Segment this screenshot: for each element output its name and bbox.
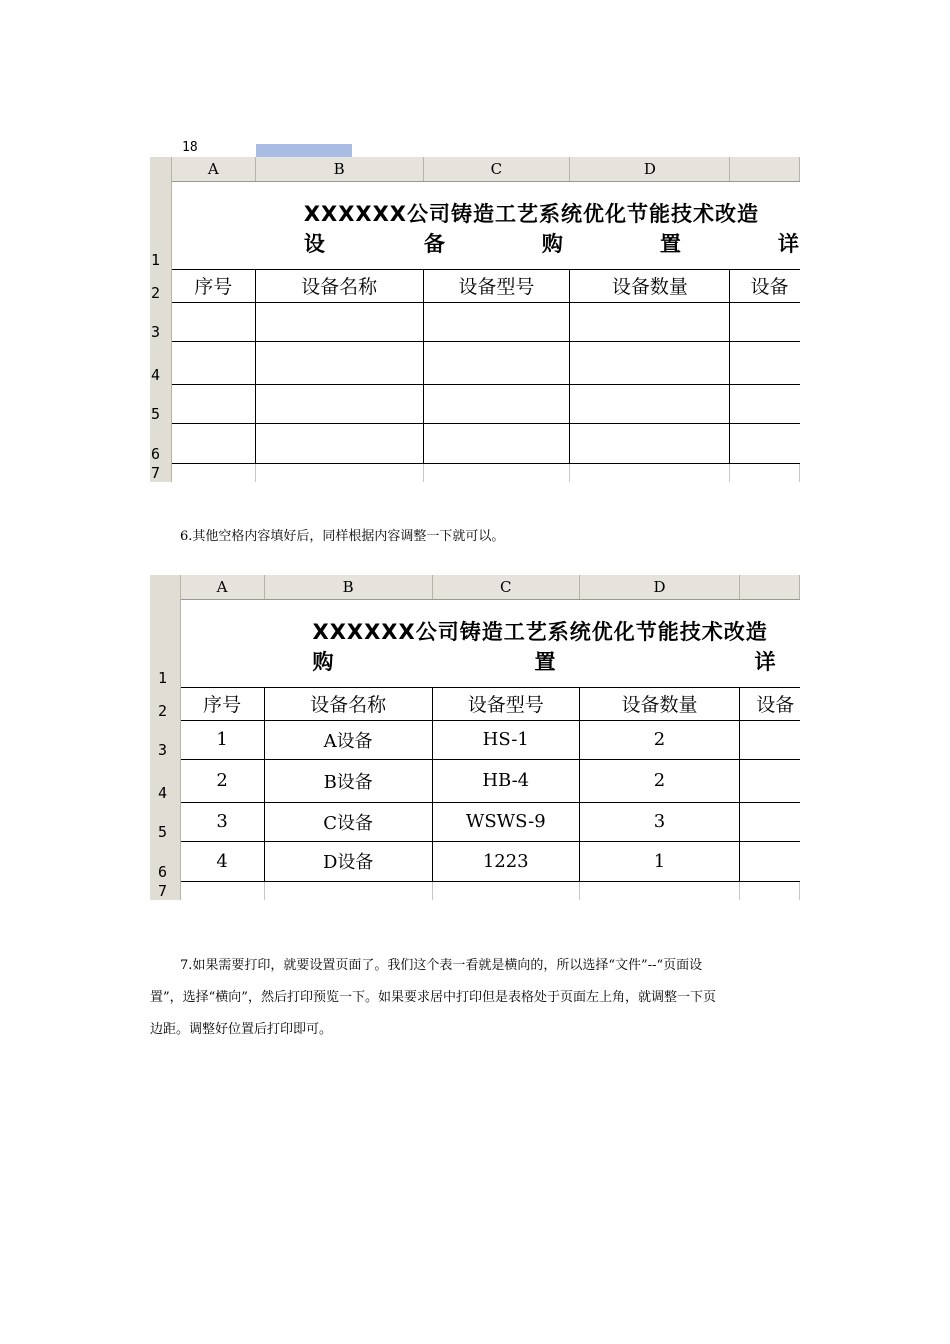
table-row <box>150 384 800 423</box>
table-subtitle <box>313 646 800 676</box>
row-header-3[interactable]: 3 <box>150 720 180 759</box>
data-cell[interactable] <box>740 841 800 881</box>
data-cell[interactable] <box>740 881 800 900</box>
header-cell-index[interactable]: 序号 <box>171 269 255 302</box>
table-row <box>150 759 800 802</box>
data-cell[interactable] <box>730 384 800 423</box>
subtitle-char-5: 详 <box>777 231 799 256</box>
title-cell[interactable] <box>180 599 799 687</box>
spreadsheet-screenshot-filled <box>150 575 800 900</box>
column-header-a[interactable]: A <box>171 157 255 181</box>
data-cell[interactable]: 1223 <box>432 841 579 881</box>
title-cell[interactable] <box>171 181 799 269</box>
select-all-corner[interactable] <box>150 575 180 599</box>
data-cell[interactable]: 2 <box>579 759 739 802</box>
subtitle-char-1: 购 <box>312 649 334 674</box>
name-box[interactable]: 18 <box>182 140 198 155</box>
row-header-5[interactable]: 5 <box>150 802 180 841</box>
column-header-a[interactable]: A <box>180 575 264 599</box>
header-cell-name[interactable]: 设备名称 <box>264 687 432 720</box>
table-title: XXXXXX公司铸造工艺系统优化节能技术改造 <box>303 201 759 226</box>
data-cell[interactable]: B设备 <box>264 759 432 802</box>
data-cell[interactable] <box>730 463 800 482</box>
table-row <box>150 802 800 841</box>
step-7-line-1: 7.如果需要打印，就要设置页面了。我们这个表一看就是横向的，所以选择“文件”--“页面设 <box>180 958 703 973</box>
subtitle-char-2: 置 <box>534 649 556 674</box>
header-cell-extra[interactable]: 设备 <box>740 687 800 720</box>
row-header-5[interactable]: 5 <box>150 384 171 423</box>
data-cell[interactable] <box>255 384 423 423</box>
column-header-e[interactable] <box>730 157 800 181</box>
data-cell[interactable]: WSWS-9 <box>432 802 579 841</box>
sheet-grid-filled <box>150 575 800 900</box>
data-cell[interactable] <box>570 341 730 384</box>
data-cell[interactable] <box>171 302 255 341</box>
table-subtitle <box>304 228 800 258</box>
table-title: XXXXXX公司铸造工艺系统优化节能技术改造 <box>312 619 768 644</box>
data-cell[interactable] <box>423 302 570 341</box>
row-header-2[interactable]: 2 <box>150 269 171 302</box>
data-cell[interactable] <box>423 341 570 384</box>
header-cell-model[interactable]: 设备型号 <box>423 269 570 302</box>
data-cell[interactable] <box>730 423 800 463</box>
row-header-6[interactable]: 6 <box>150 841 180 881</box>
data-cell[interactable] <box>180 881 264 900</box>
step-6-paragraph <box>180 521 800 553</box>
column-header-c[interactable]: C <box>423 157 570 181</box>
data-cell[interactable] <box>740 720 800 759</box>
data-cell[interactable]: 1 <box>180 720 264 759</box>
header-cell-quantity[interactable]: 设备数量 <box>579 687 739 720</box>
data-cell[interactable] <box>171 423 255 463</box>
table-row <box>150 720 800 759</box>
sheet-grid-empty <box>150 157 800 482</box>
header-cell-name[interactable]: 设备名称 <box>255 269 423 302</box>
data-cell[interactable]: 3 <box>579 802 739 841</box>
data-cell[interactable] <box>171 384 255 423</box>
subtitle-char-3: 详 <box>754 649 776 674</box>
step-6-text: 6.其他空格内容填好后，同样根据内容调整一下就可以。 <box>180 529 505 544</box>
row-header-4[interactable]: 4 <box>150 759 180 802</box>
data-cell[interactable]: 1 <box>579 841 739 881</box>
formula-input-highlight[interactable] <box>256 144 352 157</box>
step-7-paragraph <box>150 950 800 1046</box>
subtitle-char-3: 购 <box>541 231 563 256</box>
data-cell[interactable] <box>255 463 423 482</box>
data-cell[interactable] <box>432 881 579 900</box>
data-cell[interactable]: 3 <box>180 802 264 841</box>
table-row <box>150 881 800 900</box>
data-cell[interactable] <box>423 463 570 482</box>
row-header-1[interactable]: 1 <box>150 181 171 269</box>
data-cell[interactable] <box>171 341 255 384</box>
table-row <box>150 302 800 341</box>
data-cell[interactable] <box>255 423 423 463</box>
data-cell[interactable] <box>579 881 739 900</box>
data-cell[interactable]: HS-1 <box>432 720 579 759</box>
table-row <box>150 463 800 482</box>
data-cell[interactable]: A设备 <box>264 720 432 759</box>
data-cell[interactable]: C设备 <box>264 802 432 841</box>
data-cell[interactable] <box>570 423 730 463</box>
data-cell[interactable] <box>740 802 800 841</box>
column-header-b[interactable]: B <box>255 157 423 181</box>
header-cell-model[interactable]: 设备型号 <box>432 687 579 720</box>
data-cell[interactable] <box>730 302 800 341</box>
data-cell[interactable]: 2 <box>180 759 264 802</box>
data-cell[interactable] <box>740 759 800 802</box>
table-row <box>150 423 800 463</box>
data-cell[interactable] <box>255 341 423 384</box>
data-cell[interactable] <box>255 302 423 341</box>
step-7-line-2: 置”，选择“横向”，然后打印预览一下。如果要求居中打印但是表格处于页面左上角，就调整一下页 <box>150 990 716 1005</box>
row-header-6[interactable]: 6 <box>150 423 171 463</box>
formula-bar-fragment <box>150 140 800 157</box>
subtitle-char-1: 设 <box>303 231 325 256</box>
header-cell-extra[interactable]: 设备 <box>730 269 800 302</box>
select-all-corner[interactable] <box>150 157 171 181</box>
table-row <box>150 841 800 881</box>
data-cell[interactable]: HB-4 <box>432 759 579 802</box>
data-cell[interactable] <box>423 384 570 423</box>
row-header-2[interactable]: 2 <box>150 687 180 720</box>
header-cell-quantity[interactable]: 设备数量 <box>570 269 730 302</box>
header-cell-index[interactable]: 序号 <box>180 687 264 720</box>
data-cell[interactable] <box>570 384 730 423</box>
row-header-4[interactable]: 4 <box>150 341 171 384</box>
row-header-7[interactable]: 7 <box>150 881 180 900</box>
table-row <box>150 341 800 384</box>
row-header-7[interactable]: 7 <box>150 463 171 482</box>
column-header-b[interactable]: B <box>264 575 432 599</box>
subtitle-char-2: 备 <box>423 231 445 256</box>
column-header-e[interactable] <box>740 575 800 599</box>
data-cell[interactable]: D设备 <box>264 841 432 881</box>
data-cell[interactable]: 4 <box>180 841 264 881</box>
spreadsheet-screenshot-empty <box>150 157 800 482</box>
subtitle-char-4: 置 <box>659 231 681 256</box>
step-7-line-3: 边距。调整好位置后打印即可。 <box>150 1022 333 1037</box>
data-cell[interactable] <box>171 463 255 482</box>
column-header-c[interactable]: C <box>432 575 579 599</box>
row-header-1[interactable]: 1 <box>150 599 180 687</box>
data-cell[interactable]: 2 <box>579 720 739 759</box>
data-cell[interactable] <box>423 423 570 463</box>
data-cell[interactable] <box>570 463 730 482</box>
row-header-3[interactable]: 3 <box>150 302 171 341</box>
data-cell[interactable] <box>264 881 432 900</box>
data-cell[interactable] <box>730 341 800 384</box>
data-cell[interactable] <box>570 302 730 341</box>
column-header-d[interactable]: D <box>570 157 730 181</box>
column-header-d[interactable]: D <box>579 575 739 599</box>
